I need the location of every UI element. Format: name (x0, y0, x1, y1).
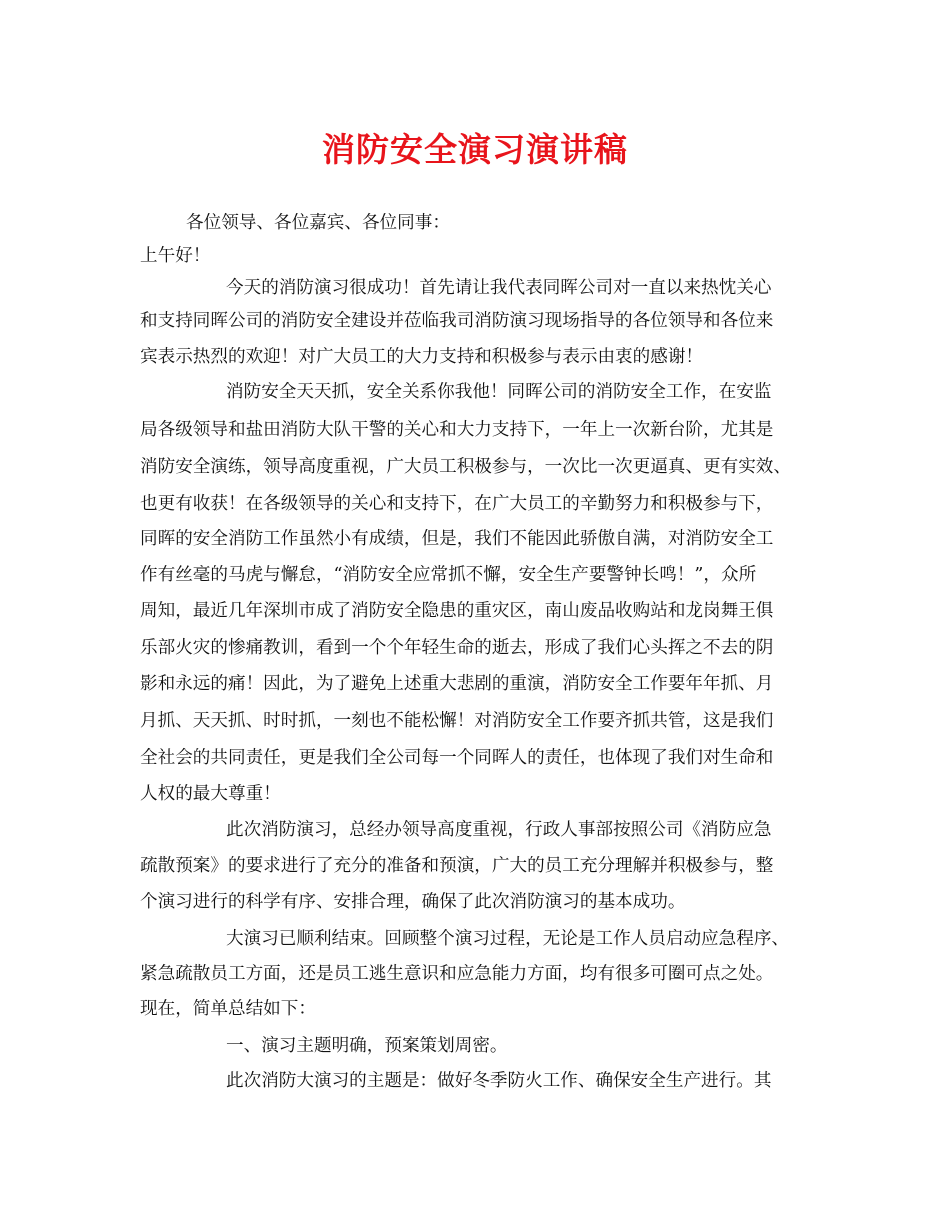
text-line: 此次消防演习，总经办领导高度重视，行政人事部按照公司《消防应急 (226, 820, 772, 840)
text-line: 也更有收获！在各级领导的关心和支持下，在广大员工的辛勤努力和积极参与下， (140, 494, 774, 514)
text-line: 现在，简单总结如下： (140, 999, 316, 1019)
text-line: 疏散预案》的要求进行了充分的准备和预演，广大的员工充分理解并积极参与，整 (140, 856, 774, 876)
text-line: 周知，最近几年深圳市成了消防安全隐患的重灾区，南山废品收购站和龙岗舞王俱 (140, 601, 774, 621)
text-line: 各位领导、各位嘉宾、各位同事： (186, 213, 450, 233)
document-title: 消防安全演习演讲稿 (322, 130, 628, 169)
text-line: 人权的最大尊重！ (140, 784, 281, 804)
text-line: 和支持同晖公司的消防安全建设并莅临我司消防演习现场指导的各位领导和各位来 (140, 311, 774, 331)
text-line: 全社会的共同责任，更是我们全公司每一个同晖人的责任，也体现了我们对生命和 (140, 748, 774, 768)
text-line: 此次消防大演习的主题是：做好冬季防火工作、确保安全生产进行。其 (226, 1071, 772, 1091)
text-line: 宾表示热烈的欢迎！对广大员工的大力支持和积极参与表示由衷的感谢！ (140, 347, 704, 367)
text-line: 消防安全演练，领导高度重视，广大员工积极参与，一次比一次更逼真、更有实效、 (140, 457, 791, 477)
text-line: 同晖的安全消防工作虽然小有成绩，但是，我们不能因此骄傲自满，对消防安全工 (140, 529, 774, 549)
text-line: 乐部火灾的惨痛教训，看到一个个年轻生命的逝去，形成了我们心头挥之不去的阴 (140, 638, 774, 658)
text-line: 大演习已顺利结束。回顾整个演习过程，无论是工作人员启动应急程序、 (226, 929, 790, 949)
text-line: 上午好！ (140, 246, 211, 266)
text-line: 作有丝毫的马虎与懈怠，“消防安全应常抓不懈，安全生产要警钟长鸣！”，众所 (140, 565, 757, 585)
text-line: 今天的消防演习很成功！首先请让我代表同晖公司对一直以来热忱关心 (226, 278, 772, 298)
text-line: 局各级领导和盐田消防大队干警的关心和大力支持下，一年上一次新台阶，尤其是 (140, 420, 774, 440)
text-line: 紧急疏散员工方面，还是员工逃生意识和应急能力方面，均有很多可圈可点之处。 (140, 964, 774, 984)
text-line: 一、演习主题明确，预案策划周密。 (226, 1036, 508, 1056)
text-line: 个演习进行的科学有序、安排合理，确保了此次消防演习的基本成功。 (140, 892, 686, 912)
text-line: 影和永远的痛！因此，为了避免上述重大悲剧的重演，消防安全工作要年年抓、月 (140, 674, 774, 694)
text-line: 月抓、天天抓、时时抓，一刻也不能松懈！对消防安全工作要齐抓共管，这是我们 (140, 711, 774, 731)
text-line: 消防安全天天抓，安全关系你我他！同晖公司的消防安全工作，在安监 (226, 382, 772, 402)
